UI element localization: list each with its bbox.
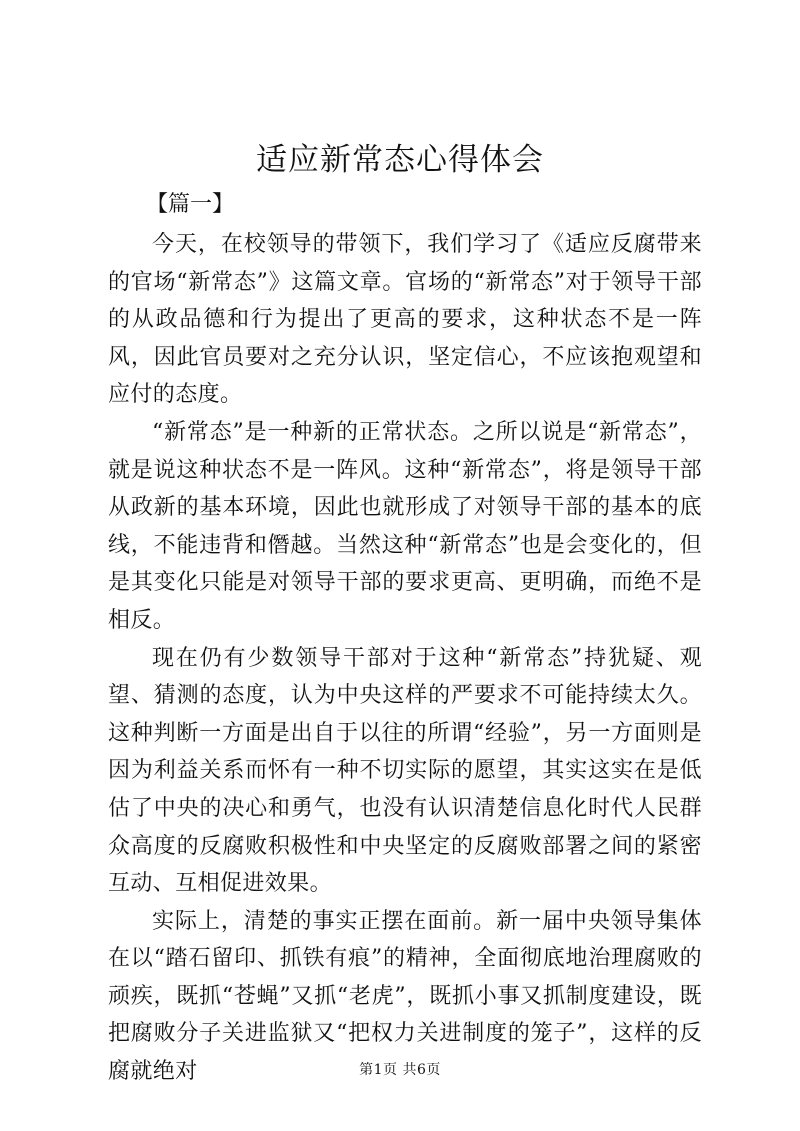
- paragraph-4: 实际上，清楚的事实正摆在面前。新一届中央领导集体在以“踏石留印、抓铁有痕”的精神，全面彻底地治理腐败的顽疾，既抓“苍蝇”又抓“老虎”，既抓小事又抓制度建设，既把腐败分子关进监狱又“把权力关进制度的笼子”，这样的反腐就绝对: [108, 908, 702, 1085]
- section-label: 【篇一】: [146, 192, 235, 217]
- page-footer: 第1页 共6页: [359, 1062, 441, 1078]
- document-title: 适应新常态心得体会: [256, 142, 544, 178]
- document-body: [108, 226, 702, 1091]
- paragraph-1: 今天，在校领导的带领下，我们学习了《适应反腐带来的官场“新常态”》这篇文章。官场的“新常态”对于领导干部的从政品德和行为提出了更高的要求，这种状态不是一阵风，因此官员要对之充分认识，坚定信心，不应该抱观望和应付的态度。: [108, 232, 702, 408]
- paragraph-2: “新常态”是一种新的正常状态。之所以说是“新常态”，就是说这种状态不是一阵风。这种“新常态”，将是领导干部从政新的基本环境，因此也就形成了对领导干部的基本的底线，不能违背和僭越。当然这种“新常态”也是会变化的，但是其变化只能是对领导干部的要求更高、更明确，而绝不是相反。: [108, 419, 702, 633]
- paragraph-3: 现在仍有少数领导干部对于这种“新常态”持犹疑、观望、猜测的态度，认为中央这样的严要求不可能持续太久。这种判断一方面是出自于以往的所谓“经验”，另一方面则是因为利益关系而怀有一种不切实际的愿望，其实这实在是低估了中央的决心和勇气，也没有认识清楚信息化时代人民群众高度的反腐败积极性和中央坚定的反腐败部署之间的紧密互动、互相促进效果。: [108, 645, 702, 897]
